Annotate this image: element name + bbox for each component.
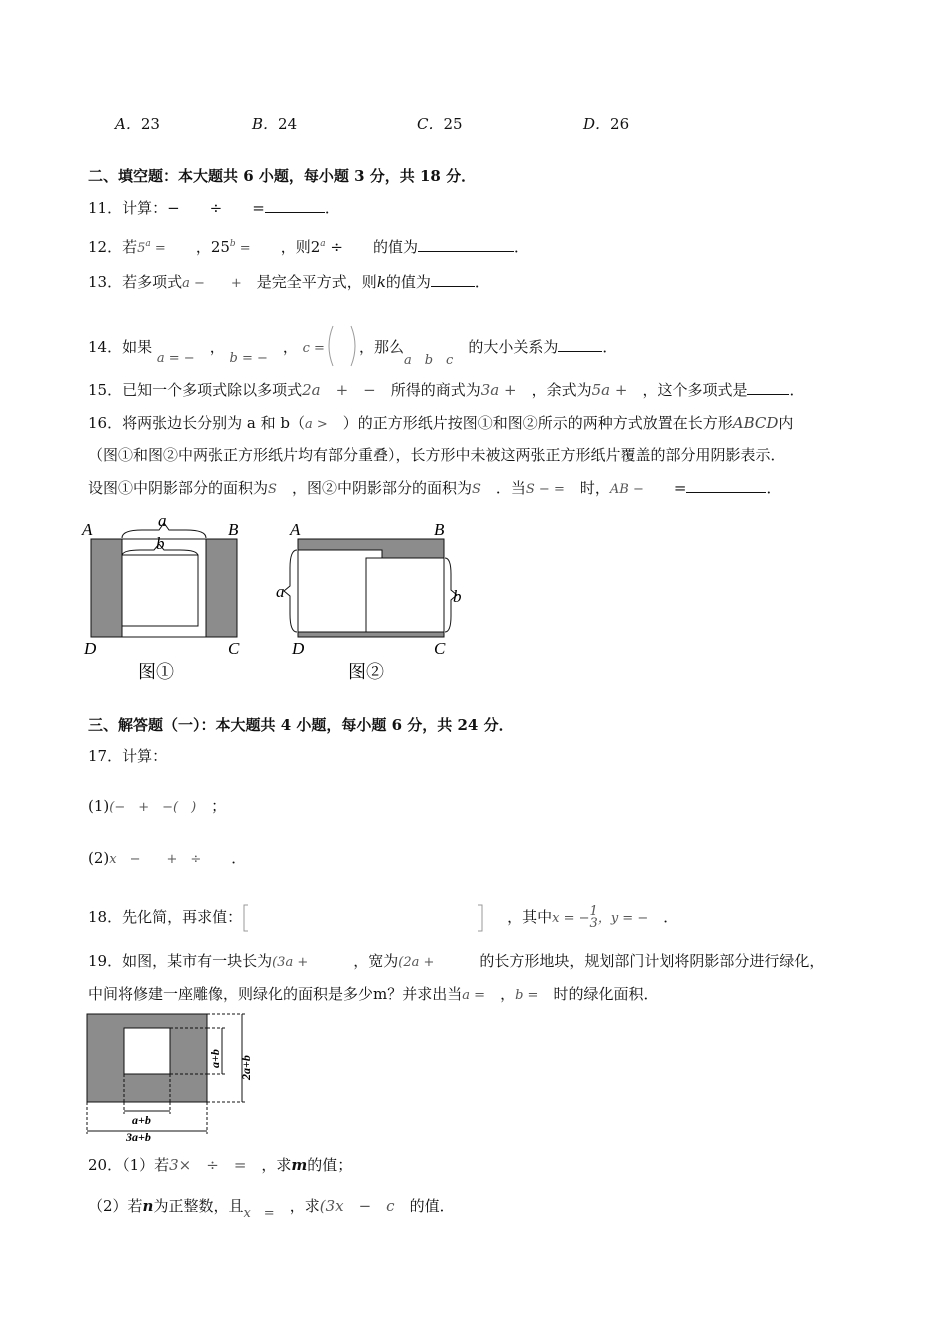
question-18: 18．先化简，再求值： ，其中x = −1 3，y = − ． (88, 904, 679, 931)
question-14: 14．如果 a = − ， b = − ， c = ，那么a b c 的大小关系为 ． (88, 326, 617, 370)
q10-option-c: C．25 (417, 115, 463, 133)
question-16-line2: （图①和图②中两张正方形纸片均有部分重叠），长方形中未被这两张正方形纸片覆盖的部分用阴影表示． (88, 446, 786, 464)
fig1-vertex-a: A (82, 520, 93, 539)
question-19-line1: 19．如图，某市有一块长为(3a + ，宽为(2a + 的长方形地块，规划部门计划将阴影部分进行绿化， (88, 952, 825, 970)
figure-2 (270, 510, 470, 690)
fig3-label-inner: a+b (132, 1113, 151, 1127)
fig2-vertex-a: A (290, 520, 301, 539)
fig2-vertex-b: B (434, 520, 445, 539)
question-17-part1: (1)(− + −( ) ； (88, 797, 227, 815)
question-20-part2: （2）若n为正整数，且x = ，求(3x − c 的值． (88, 1197, 455, 1221)
question-17-part2: (2)x − + ÷ ． (88, 849, 247, 867)
fig2-brace-a (284, 550, 297, 632)
section3-title: 三、解答题（一）：本大题共 4 小题，每小题 6 分，共 24 分． (88, 716, 514, 734)
fig1-label-b: b (156, 534, 165, 553)
question-20-part1: 20．（1）若3× ÷ = ，求m的值； (88, 1156, 353, 1174)
question-16-line3: 设图①中阴影部分的面积为S ，图②中阴影部分的面积为S ．当S − = 时，AB − = ． (88, 479, 782, 497)
fig1-square-b (122, 555, 198, 626)
fig1-vertex-b: B (228, 520, 239, 539)
fig2-label-b: b (453, 587, 462, 606)
expression-placeholder (242, 903, 492, 933)
question-15: 15．已知一个多项式除以多项式2a + − 所得的商式为3a + ，余式为5a + ，这个多项式是 ． (88, 381, 805, 399)
fig1-caption: 图① (138, 662, 174, 682)
figure-1 (80, 510, 260, 690)
q10-option-b: B．24 (252, 115, 298, 133)
fig1-label-a: a (158, 511, 167, 530)
fig2-vertex-c: C (434, 639, 446, 658)
figure-3 (82, 1010, 282, 1142)
fig2-square-b (366, 558, 444, 632)
q10-option-a: A．23 (115, 115, 160, 133)
question-17: 17．计算： (88, 747, 168, 765)
fig2-label-a: a (276, 582, 285, 601)
fig2-caption: 图② (348, 662, 384, 682)
fig3-statue (124, 1028, 170, 1074)
fig1-vertex-c: C (228, 639, 240, 658)
paren-placeholder (325, 324, 359, 368)
question-13: 13．若多项式a − + 是完全平方式，则k的值为 ． (88, 273, 490, 291)
fig3-label-side: a+b (208, 1049, 222, 1068)
fig1-vertex-d: D (84, 639, 97, 658)
fig3-label-width: 3a+b (126, 1130, 151, 1142)
fig2-vertex-d: D (292, 639, 305, 658)
q10-option-d: D．26 (583, 115, 630, 133)
fig3-label-height: 2a+b (239, 1055, 253, 1080)
section2-title: 二、填空题：本大题共 6 小题，每小题 3 分，共 18 分． (88, 167, 477, 185)
fraction-one-third: 1 3 (589, 904, 598, 931)
question-12: 12．若$5^a$ = ，$25^b$ = ，则$2^a$ ÷ 的值为 ． (88, 238, 530, 256)
question-11: 11．计算：− ÷ = ． (88, 199, 340, 217)
question-16-line1: 16．将两张边长分别为 a 和 b（a > ）的正方形纸片按图①和图②所示的两种方式放置在长方形ABCD内 (88, 414, 794, 432)
question-19-line2: 中间将修建一座雕像，则绿化的面积是多少m？并求出当a = ，b = 时的绿化面积． (88, 985, 659, 1003)
